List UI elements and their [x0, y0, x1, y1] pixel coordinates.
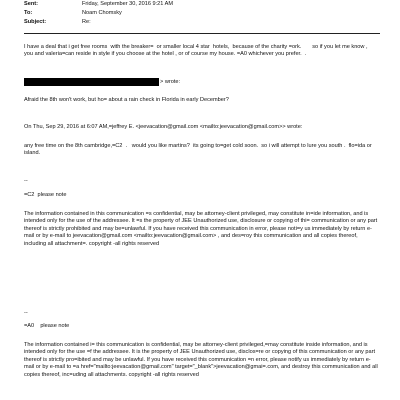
disclaimer-2: The information contained i= this communication is confidential, may be attorney-client privileged,=may constitute inside information, and is intended only for the use =f the addressee. It is the property of JEE Unauthorized use, disclos=re or copying of this communication or any part thereof is strictly pro=ibited and may be unlawful. If you have received this communication =n error, please notify us immediately by return e-mail or by e-mail to =a href="mailto:jeevacation@gmail.com" target="_blank">jeevacation@gmai=.com, and destroy this communication and all copies thereof, inc=uding all attachments. copyright -all rights reserved	[24, 342, 380, 378]
sent-row	[24, 1, 384, 8]
disclaimer-1: The information contained in this communication =s confidential, may be attorney-client privileged, may constitute in=ide information, and is intended only for the use of the addressee. It =s the property of JEE Unauthorized use, disclosure or copying of thi= communication or any part thereof is strictly prohibited and may be=unlawful. If you have received this communication in error, please noti=y us immediately by return e-mail or by e-mail to jeevacation@gmail.com <mailto:jeevacation@gmail.com> , and des=roy this communication and all copies thereof, including all attachment=. copyright -all rights reserved	[24, 211, 379, 247]
please-note-2: =A0 please note	[24, 323, 70, 329]
signature-dashes-2: --	[24, 310, 28, 316]
subject-row	[24, 19, 384, 26]
to-value: Noam Chomsky	[82, 10, 122, 16]
sent-value: Friday, September 30, 2016 9:21 AM	[82, 1, 174, 7]
subject-value: Re:	[82, 19, 91, 25]
redaction-block	[24, 78, 159, 86]
message-paragraph-1: I have a deal that i get free rooms with the breaker= or smaller local 4 star hotels, because of the charity =ork. so if you let me know , you and valeria=can reside in style if you choose at the hotel , or of course my house. =A0 whichever you prefer. .	[24, 44, 370, 58]
wrote-suffix: > wrote:	[160, 78, 181, 85]
message-paragraph-3: any free time on the 8th cambridge,=C2 . would you like martins? its going to=get cold soon. so i will attempt to lure you south . flo=ida or island.	[24, 143, 374, 157]
header-divider	[24, 33, 380, 34]
message-paragraph-2: Afraid the 8th won't work, but ho= about a rain check in Florida in early December?	[24, 97, 229, 103]
signature-dashes-1: --	[24, 178, 28, 184]
subject-label: Subject:	[24, 19, 47, 25]
sent-label: Sent:	[24, 1, 38, 7]
to-row	[24, 10, 384, 17]
please-note-1: =C2 please note	[24, 192, 67, 198]
quoted-header: On Thu, Sep 29, 2016 at 6:07 AM,=jeffrey E. <jeevacation@gmail.com <mailto:jeevacation@gmail.com>> wrote:	[24, 124, 303, 130]
to-label: To:	[24, 10, 33, 16]
